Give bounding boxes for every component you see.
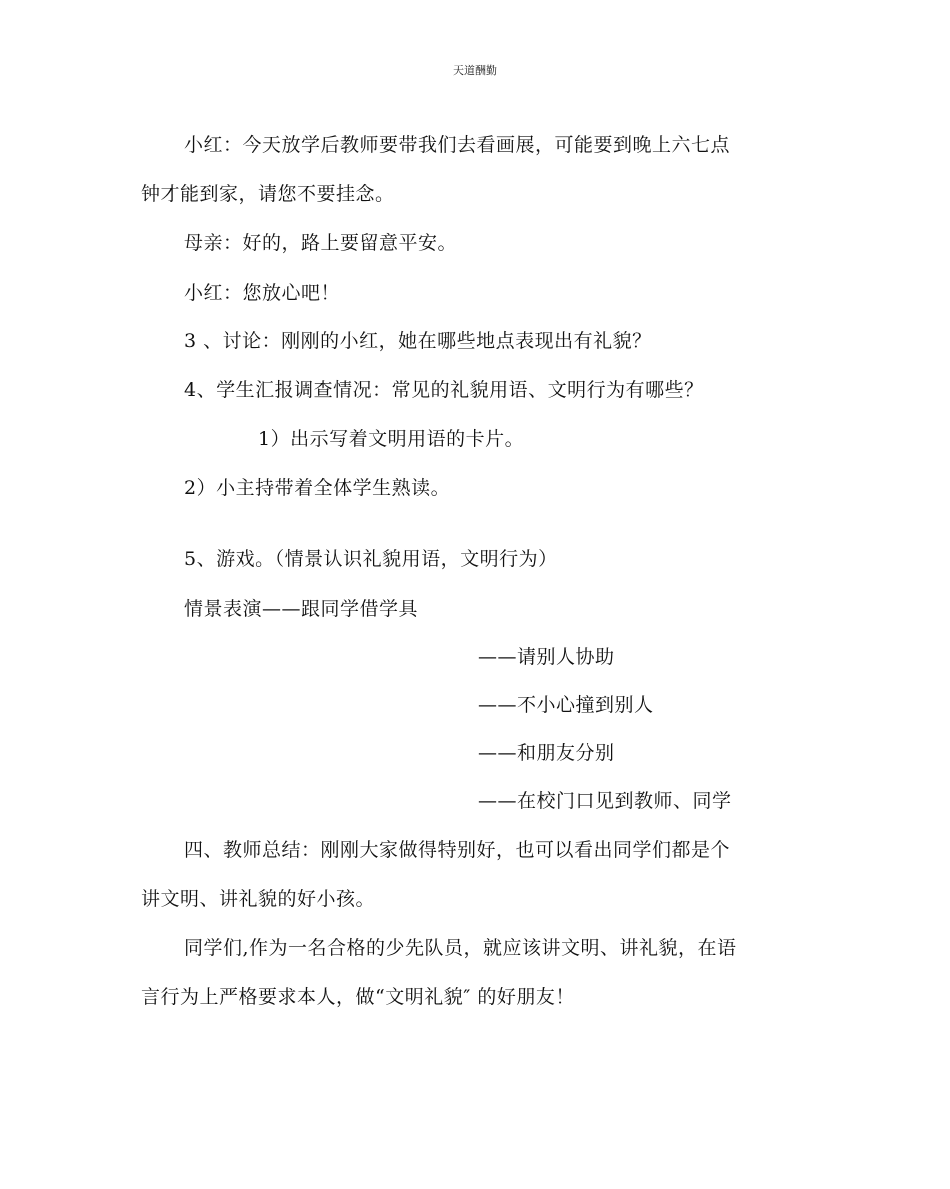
paragraph-line: 情景表演——跟同学借学具 [184, 598, 419, 620]
paragraph-line: ——请别人协助 [478, 646, 615, 668]
paragraph-line: 2）小主持带着全体学生熟读。 [184, 477, 451, 499]
paragraph-line: 小红：今天放学后教师要带我们去看画展，可能要到晚上六七点 [184, 134, 731, 156]
paragraph-line: 5、游戏。（情景认识礼貌用语，文明行为） [184, 548, 558, 570]
paragraph-line: 3 、讨论：刚刚的小红，她在哪些地点表现出有礼貌？ [184, 330, 652, 352]
paragraph-line: 讲文明、讲礼貌的好小孩。 [141, 888, 376, 910]
paragraph-line: 钟才能到家，请您不要挂念。 [141, 183, 395, 205]
paragraph-line: 四、教师总结：刚刚大家做得特别好，也可以看出同学们都是个 [184, 839, 731, 861]
paragraph-line: 小红：您放心吧！ [184, 282, 341, 304]
paragraph-line: ——和朋友分别 [478, 742, 615, 764]
page-header: 天道酬勤 [453, 64, 497, 77]
paragraph-line: ——不小心撞到别人 [478, 694, 654, 716]
paragraph-line: 4、学生汇报调查情况：常见的礼貌用语、文明行为有哪些？ [184, 379, 704, 401]
paragraph-line: ——在校门口见到教师、同学 [478, 790, 732, 812]
paragraph-line: 同学们,作为一名合格的少先队员，就应该讲文明、讲礼貌，在语 [184, 937, 737, 959]
paragraph-line: 母亲：好的，路上要留意平安。 [184, 232, 458, 254]
paragraph-line: 1）出示写着文明用语的卡片。 [258, 428, 525, 450]
paragraph-line: 言行为上严格要求本人，做“文明礼貌″ 的好朋友！ [141, 986, 575, 1008]
